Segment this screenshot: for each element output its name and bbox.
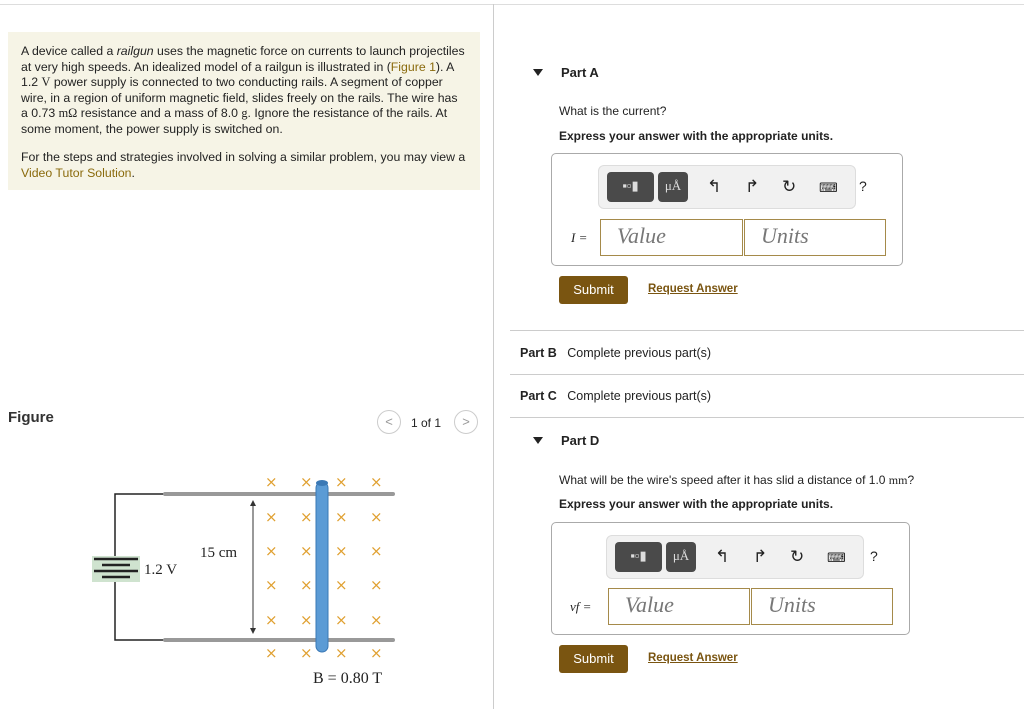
part-a-submit-button[interactable]: Submit — [559, 276, 628, 304]
field-cross-mark: × — [370, 611, 383, 629]
field-cross-mark: × — [300, 644, 313, 662]
panel-divider — [493, 4, 494, 709]
top-divider — [0, 4, 1024, 5]
part-d-answer-box — [551, 522, 910, 635]
field-cross-mark: × — [335, 644, 348, 662]
part-d-value-input[interactable]: Value — [608, 588, 750, 625]
help-icon[interactable]: ? — [870, 548, 878, 564]
field-cross-mark: × — [370, 508, 383, 526]
undo-icon[interactable]: ↰ — [715, 547, 730, 566]
part-b-row: Part B Complete previous part(s) — [520, 346, 712, 360]
field-cross-mark: × — [265, 473, 278, 491]
part-a-title[interactable]: Part A — [561, 65, 599, 80]
prev-figure-button[interactable]: < — [377, 410, 401, 434]
field-cross-mark: × — [265, 508, 278, 526]
divider — [510, 330, 1024, 331]
redo-icon[interactable]: ↱ — [753, 547, 768, 566]
part-d-question: What will be the wire's speed after it has slid a distance of 1.0 mm? — [559, 473, 915, 487]
distance-label: 15 cm — [200, 545, 238, 561]
divider — [510, 374, 1024, 375]
field-cross-mark: × — [265, 644, 278, 662]
part-d-title[interactable]: Part D — [561, 433, 600, 448]
voltage-label: 1.2 V — [144, 562, 178, 578]
figure-pager: 1 of 1 — [411, 416, 442, 430]
field-cross-mark: × — [370, 644, 383, 662]
part-a-question: What is the current? — [559, 104, 667, 118]
video-tutor-link[interactable]: Video Tutor Solution — [21, 165, 132, 180]
field-cross-mark: × — [335, 508, 348, 526]
field-cross-mark: × — [300, 473, 313, 491]
field-cross-mark: × — [300, 542, 313, 560]
field-cross-mark: × — [265, 542, 278, 560]
field-cross-mark: × — [335, 611, 348, 629]
field-label: B = 0.80 T — [313, 670, 383, 687]
part-d-instruction: Express your answer with the appropriate units. — [559, 497, 834, 511]
undo-icon[interactable]: ↰ — [707, 177, 722, 196]
field-cross-mark: × — [370, 473, 383, 491]
divider — [510, 417, 1024, 418]
field-cross-mark: × — [300, 576, 313, 594]
figure-link[interactable]: Figure 1 — [390, 59, 436, 74]
templates-button[interactable]: ▪▫▮ — [615, 542, 662, 572]
part-a-units-input[interactable]: Units — [744, 219, 886, 256]
field-cross-mark: × — [300, 508, 313, 526]
keyboard-icon[interactable]: ⌨ — [827, 550, 846, 565]
part-a-request-answer-link[interactable]: Request Answer — [648, 283, 738, 295]
redo-icon[interactable]: ↱ — [745, 177, 760, 196]
part-a-answer-box — [551, 153, 903, 266]
part-d-units-input[interactable]: Units — [751, 588, 893, 625]
next-figure-button[interactable]: > — [454, 410, 478, 434]
part-a-instruction: Express your answer with the appropriate units. — [559, 129, 834, 143]
railgun-diagram — [80, 460, 410, 700]
part-d-submit-button[interactable]: Submit — [559, 645, 628, 673]
field-cross-mark: × — [370, 542, 383, 560]
units-button[interactable]: μÅ — [666, 542, 696, 572]
field-cross-mark: × — [265, 611, 278, 629]
field-cross-mark: × — [335, 542, 348, 560]
part-d-request-answer-link[interactable]: Request Answer — [648, 652, 738, 664]
part-a-value-input[interactable]: Value — [600, 219, 743, 256]
field-cross-mark: × — [370, 576, 383, 594]
field-cross-mark: × — [335, 473, 348, 491]
part-a-variable: I = — [571, 230, 588, 245]
keyboard-icon[interactable]: ⌨ — [819, 180, 838, 195]
templates-button[interactable]: ▪▫▮ — [607, 172, 654, 202]
part-c-row: Part C Complete previous part(s) — [520, 389, 712, 403]
help-icon[interactable]: ? — [859, 178, 867, 194]
part-d-variable: vf = — [570, 599, 592, 614]
part-a-toolbar — [598, 165, 867, 209]
collapse-part-d-icon[interactable] — [533, 437, 543, 444]
copper-wire-rod — [316, 482, 328, 652]
field-cross-mark: × — [335, 576, 348, 594]
figure-label: Figure — [8, 409, 54, 426]
part-d-toolbar — [606, 535, 878, 579]
field-cross-mark: × — [300, 611, 313, 629]
field-cross-mark: × — [265, 576, 278, 594]
units-button[interactable]: μÅ — [658, 172, 688, 202]
reset-icon[interactable]: ↻ — [782, 177, 797, 196]
reset-icon[interactable]: ↻ — [790, 547, 805, 566]
problem-intro: A device called a railgun uses the magnetic force on currents to launch projectiles at very high speeds. An idealized model of a railgun is illustrated in (Figure 1). A 1.2 V power supply is connected to two conducting rails. A segment of copper wire, in a region of uniform magnetic field, slides freely on the rails. The wire has a 0.73 mΩ resistance and a mass of 8.0 g. Ignore the resistance of the rails. At some moment, the power supply is switched on. For the steps and strategies involved in solving a similar problem, you may view a Video Tutor Solution. — [8, 32, 480, 190]
collapse-part-a-icon[interactable] — [533, 69, 543, 76]
